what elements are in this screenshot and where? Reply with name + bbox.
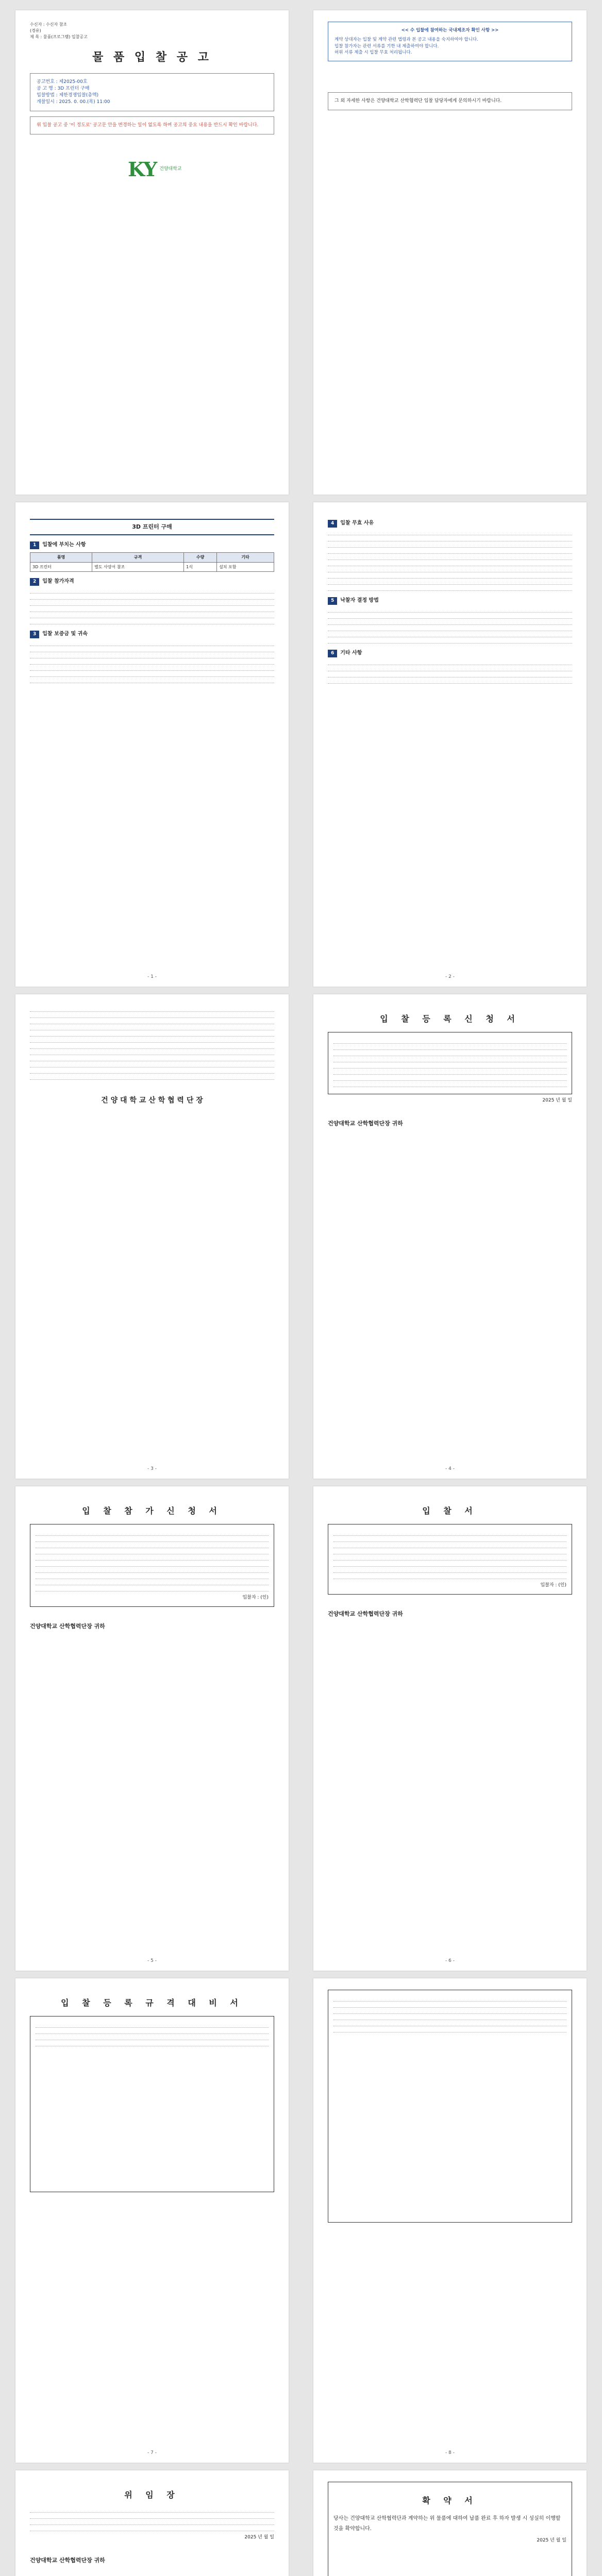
- page-number: - 7 -: [147, 2450, 157, 2455]
- table-cell: 1식: [184, 562, 217, 572]
- page-warranty: [313, 2470, 587, 2576]
- addressee: 건양대학교 산학협력단장 귀하: [30, 2557, 105, 2564]
- logo-name: 건양대학교: [159, 166, 182, 172]
- form-title: 입 찰 서: [422, 1506, 478, 1516]
- form-title: 입 찰 등 록 규 격 대 비 서: [61, 1998, 243, 2008]
- form-title: 입 찰 등 록 신 청 서: [380, 1014, 520, 1024]
- summary-line: 입찰방법 : 제한경쟁입찰(총액): [37, 92, 99, 98]
- notice-title: 물 품 입 찰 공 고: [92, 51, 212, 64]
- page-notice-body: [15, 502, 289, 987]
- page-application: [15, 1486, 289, 1971]
- section-heading: 3 입찰 보증금 및 귀속: [30, 631, 274, 638]
- item-table: [30, 552, 274, 572]
- summary-line: 공고번호 : 제2025-00호: [37, 79, 88, 84]
- section-heading: 2 입찰 참가자격: [30, 578, 274, 586]
- notice-header: [30, 22, 274, 40]
- guide-line: 허위 서류 제출 시 입찰 무효 처리됩니다.: [335, 49, 412, 55]
- addressee: 건양대학교 산학협력단장 귀하: [328, 1611, 403, 1618]
- page-notice-cover: [15, 10, 289, 495]
- header-line: 제 목 : 물품(프로그램) 입찰공고: [30, 35, 88, 39]
- notice-summary-box: [30, 73, 274, 111]
- guide-box: [328, 22, 572, 61]
- section-heading: 6 기타 사항: [328, 650, 572, 657]
- registration-box: [328, 1032, 572, 1094]
- page-notice-body-3: [15, 994, 289, 1479]
- table-header: 수량: [184, 552, 217, 562]
- organization-name: 건 양 대 학 교 산 학 협 력 단 장: [101, 1096, 203, 1105]
- table-cell: 별도 사양서 참조: [92, 562, 184, 572]
- page-number: - 1 -: [147, 974, 157, 979]
- header-line: 수신자 : 수신자 참조: [30, 22, 68, 27]
- addressee: 건양대학교 산학협력단장 귀하: [30, 1623, 105, 1630]
- compliance-box: [30, 2016, 274, 2192]
- warranty-box: [328, 2482, 572, 2576]
- date-line: 2025 년 월 일: [537, 2538, 566, 2544]
- table-header: 품명: [30, 552, 92, 562]
- addressee: 건양대학교 산학협력단장 귀하: [328, 1120, 403, 1127]
- section-heading: 1 입찰에 부치는 사항: [30, 541, 274, 549]
- guide-lower-box: 그 외 자세한 사항은 건양대학교 산학협력단 입찰 담당자에게 문의하시기 바랍니다.: [328, 92, 572, 110]
- header-line: (경유): [30, 28, 41, 33]
- bid-box: [328, 1524, 572, 1595]
- table-form-box: [328, 1990, 572, 2223]
- section-heading: 4 입찰 무효 사유: [328, 520, 572, 528]
- page-number: - 5 -: [147, 1958, 157, 1963]
- warranty-text: 당사는 건양대학교 산학협력단과 계약하는 위 물품에 대하여 납품 완료 후 하자 발생 시 성실히 이행할 것을 확약합니다.: [333, 2516, 561, 2532]
- page-registration: [313, 994, 587, 1479]
- guide-title: << 수 입찰에 참여하는 국내제조자 확인 사항 >>: [401, 28, 499, 33]
- notice-warning: 위 입찰 공고 중 '이 정도로' 공고문 안을 변경하는 일이 없도록 하며 공고의 중요 내용을 반드시 확인 바랍니다.: [30, 116, 274, 134]
- date-line: 2025 년 월 일: [244, 2535, 274, 2540]
- page-bid: [313, 1486, 587, 1971]
- page-table-form: [313, 1978, 587, 2463]
- summary-line: 개찰일시 : 2025. 0. 00.(목) 11:00: [37, 99, 110, 105]
- logo-mark: KY: [128, 158, 157, 181]
- date-line: 2025 년 월 일: [542, 1098, 572, 1104]
- guide-line: 입찰 참가자는 관련 서류를 기한 내 제출하여야 합니다.: [335, 43, 439, 49]
- guide-line: 계약 상대자는 입찰 및 계약 관련 법령과 본 공고 내용을 숙지하여야 합니다.: [335, 37, 478, 43]
- main-heading: 3D 프린터 구매: [30, 519, 274, 535]
- table-header: 규격: [92, 552, 184, 562]
- summary-line: 공 고 명 : 3D 프린터 구매: [37, 86, 90, 91]
- table-header: 기타: [217, 552, 274, 562]
- page-notice-guide: [313, 10, 587, 495]
- table-cell: 3D 프린터: [30, 562, 92, 572]
- section-heading: 5 낙찰자 결정 방법: [328, 597, 572, 605]
- page-number: - 4 -: [445, 1466, 455, 1471]
- page-number: - 6 -: [445, 1958, 455, 1963]
- signature-line: 입찰자 : (인): [540, 1583, 566, 1588]
- page-notice-body-2: [313, 502, 587, 987]
- page-number: - 2 -: [445, 974, 455, 979]
- form-title: 확 약 서: [422, 2496, 478, 2505]
- university-logo: [128, 155, 274, 183]
- table-cell: 설치 포함: [217, 562, 274, 572]
- signature-line: 입찰자 : (인): [242, 1595, 269, 1601]
- page-compliance: [15, 1978, 289, 2463]
- application-box: [30, 1524, 274, 1607]
- form-title: 위 임 장: [124, 2490, 180, 2500]
- page-delegation: [15, 2470, 289, 2576]
- page-number: - 8 -: [445, 2450, 455, 2455]
- form-title: 입 찰 참 가 신 청 서: [82, 1506, 222, 1516]
- page-number: - 3 -: [147, 1466, 157, 1471]
